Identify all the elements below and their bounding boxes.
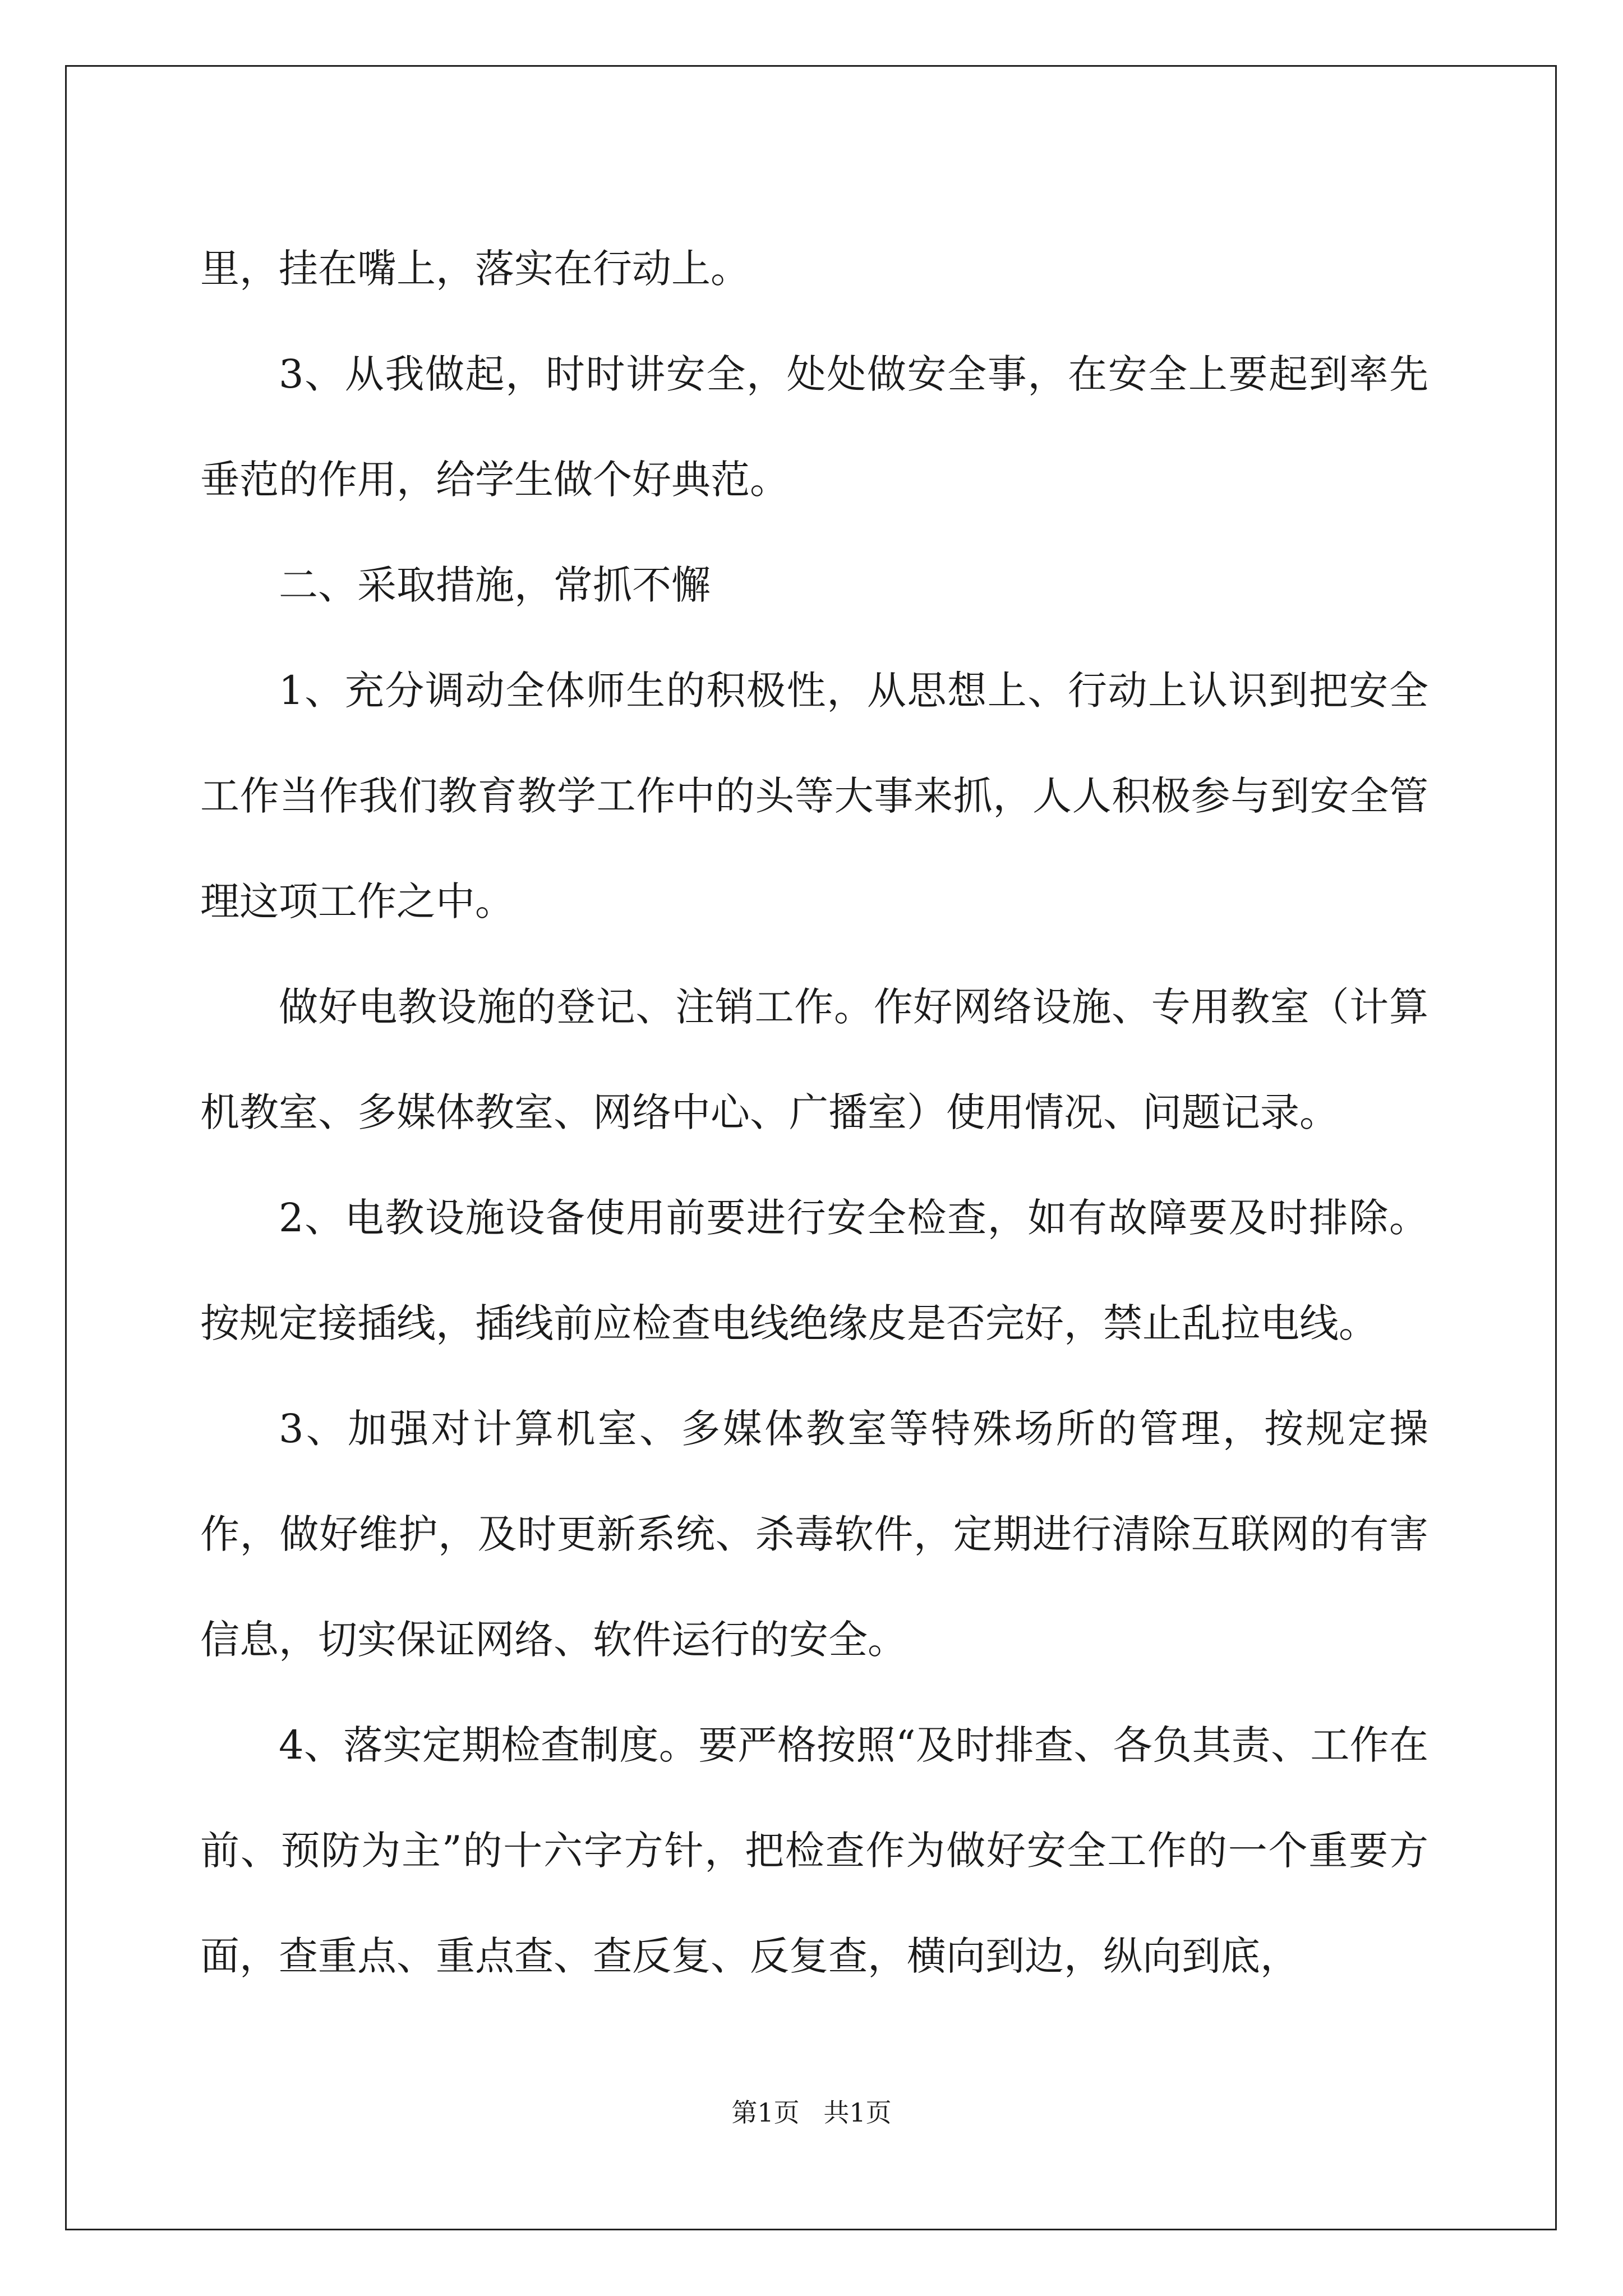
section-heading: 二、采取措施，常抓不懈 [279, 562, 711, 608]
paragraph-registration: 做好电教设施的登记、注销工作。作好网络设施、专用教室（计算机教室、多媒体教室、网络中心、广播室）使用情况、问题记录。 [200, 984, 1428, 1135]
page-number: 第1页 [731, 2097, 800, 2128]
page-footer [0, 2092, 1623, 2129]
paragraph-item-3b: 3、加强对计算机室、多媒体教室等特殊场所的管理，按规定操作，做好维护，及时更新系统、杀毒软件，定期进行清除互联网的有害信息，切实保证网络、软件运行的安全。 [200, 1406, 1428, 1663]
page-total: 共1页 [823, 2097, 892, 2128]
paragraph-item-4: 4、落实定期检查制度。要严格按照“及时排查、各负其责、工作在前、预防为主”的十六字方针，把检查作为做好安全工作的一个重要方面，查重点、重点查、查反复、反复查，横向到边，纵向到底， [200, 1722, 1428, 1979]
paragraph-item-3: 3、从我做起，时时讲安全，处处做安全事，在安全上要起到率先垂范的作用，给学生做个好典范。 [200, 351, 1428, 503]
paragraph-item-1: 1、充分调动全体师生的积极性，从思想上、行动上认识到把安全工作当作我们教育教学工作中的头等大事来抓，人人积极参与到安全管理这项工作之中。 [200, 668, 1428, 924]
paragraph-item-2: 2、电教设施设备使用前要进行安全检查，如有故障要及时排除。按规定接插线，插线前应检查电线绝缘皮是否完好，禁止乱拉电线。 [200, 1195, 1428, 1346]
document-body [200, 216, 1428, 2009]
paragraph-continuation: 里，挂在嘴上，落实在行动上。 [200, 246, 750, 292]
